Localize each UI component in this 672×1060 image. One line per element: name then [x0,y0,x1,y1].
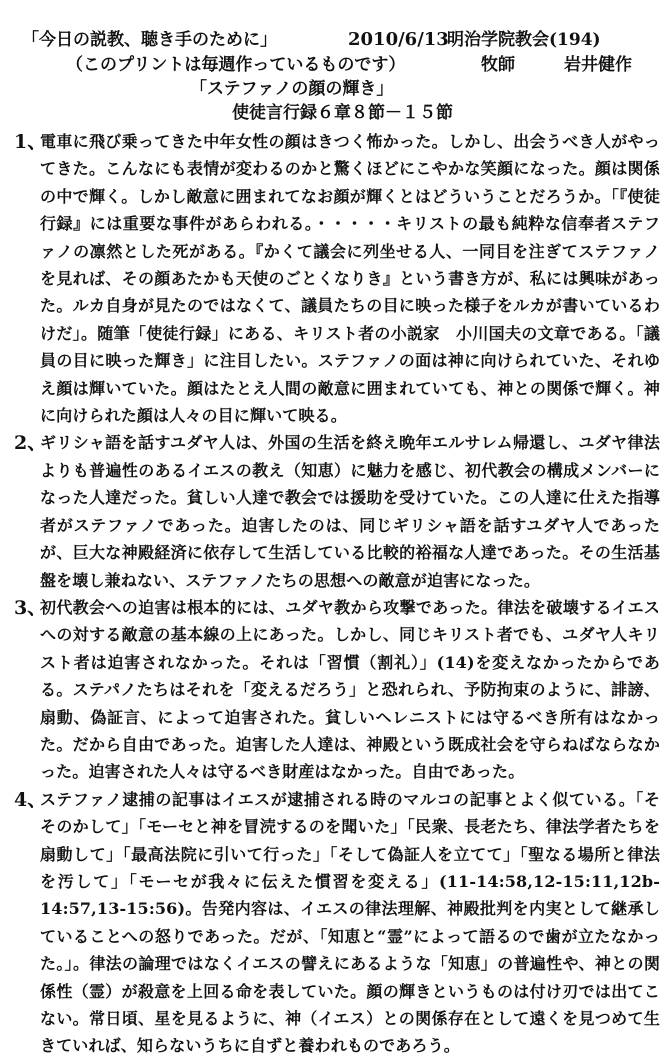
sermon-date: 2010/6/13 [348,29,449,50]
scripture-reference: 使徒言行録６章８節－１５節 [232,103,453,123]
pastor-name: 岩井健作 [564,55,632,75]
section-number: 4、 [14,788,47,811]
section-text: ギリシャ語を話すユダヤ人は、外国の生活を終え晩年エルサレム帰還し、ユダヤ律法よりも普遍性のあるイエスの教え（知恵）に魅力を感じ、初代教会の構成メンバーになった人達だった。貧しい人達で教会では援助を受けていた。この人達に仕えた指導者がステファノであった。迫害したのは、同じギリシャ語を話すユダヤ人であったが、巨大な神殿経済に依存して生活している比較的裕福な人達であった。その生活基盤を壊し兼ねない、ステファノたちの思想への敵意が迫害になった。 [40,433,660,590]
section-2 [14,429,660,593]
section-number: 3、 [14,596,47,619]
section-4 [14,786,660,1060]
weekly-note: （このプリントは毎週作っているものです） [66,55,406,75]
sermon-series-title: 「今日の説教、聴き手のために」 [22,30,277,50]
section-text: 電車に飛び乗ってきた中年女性の顔はきつく怖かった。しかし、出会うべき人がやってきた。こんなにも表情が変わるのかと驚くほどにこやかな笑顔になった。顔は関係の中で輝く。しかし敵意に囲まれてなお顔が輝くとはどういうことだろうか。「『使徒行録』には重要な事件があらわれる。・・・・・キリストの最も純粋な信奉者ステファノの凛然とした死がある。『かくて議会に列坐せる人、一同目を注ぎてステファノを見れば、その顔あたかも天使のごとくなりき』という書き方が、私には興味があった。ルカ自身が見たのではなくて、議員たちの目に映った様子をルカが書いているわけだ」。随筆「使徒行録」にある、キリスト者の小説家 小川国夫の文章である。「議員の目に映った輝き」に注目したい。ステファノの面は神に向けられていた、それゆえ顔は輝いていた。顔はたとえ人間の敵意に囲まれていても、神との関係で輝く。神に向けられた顔は人々の目に輝いて映る。 [40,132,660,426]
section-3 [14,594,660,786]
section-text: 初代教会への迫害は根本的には、ユダヤ教から攻撃であった。律法を破壊するイエスへの対する敵意の基本線の上にあった。しかし、同じキリスト者でも、ユダヤ人キリスト者は迫害されなかった。それは「習慣（割礼）」(14)を変えなかったからである。ステパノたちはそれを「変えるだろう」と恐れられ、予防拘束のように、誹謗、扇動、偽証言、によって迫害された。貧しいヘレニストには守るべき所有はなかった。だから自由であった。迫害した人達は、神殿という既成社会を守らねばならなかった。迫害された人々は守るべき財産はなかった。自由であった。 [40,597,660,782]
pastor-role: 牧師 [481,55,515,75]
sermon-body [14,128,660,1060]
section-text: ステファノ逮捕の記事はイエスが逮捕される時のマルコの記事とよく似ている。「そそのかして」「モーセと神を冒涜するのを聞いた」「民衆、長老たち、律法学者たちを扇動して」「最高法院に引いて行った」「そして偽証人を立てて」「聖なる場所と律法を汚して」「モーセが我々に伝えた慣習を変える」(11-14:58,12-15:11,12b-14:57,13-15:56)。告発内容は、イエスの律法理解、神殿批判を内実として継承していることへの怒りであった。だが、「知恵と“霊”によって語るので歯が立たなかった。」。律法の論理ではなくイエスの譬えにあるような「知恵」の普遍性や、神との関係性（霊）が殺意を上回る命を表していた。顔の輝きというものは付け刃では出てこない。常日頃、星を見るように、神（イエス）との関係存在として遠くを見つめて生きていれば、知らないうちに自ずと養われものであろう。 [40,789,660,1056]
section-number: 1、 [14,131,47,153]
section-1 [14,128,660,429]
church-name: 明治学院教会(194) [447,30,601,50]
section-number: 2、 [14,432,47,455]
sermon-title: 「ステファノの顔の輝き」 [190,79,394,99]
